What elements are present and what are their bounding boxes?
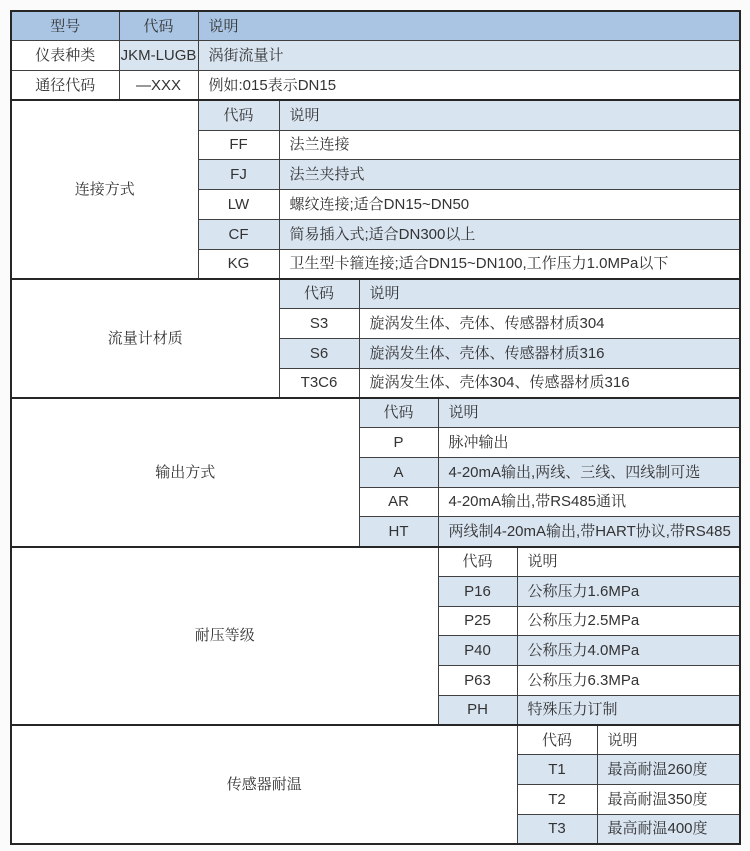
temperature-code: T2: [517, 785, 597, 815]
material-desc-header: 说明: [359, 279, 740, 309]
connection-desc-header: 说明: [279, 100, 740, 130]
material-code-header: 代码: [279, 279, 359, 309]
pressure-code-header: 代码: [438, 547, 517, 577]
material-desc: 旋涡发生体、壳体、传感器材质316: [359, 338, 740, 368]
pressure-code: P25: [438, 606, 517, 636]
output-code-header: 代码: [359, 398, 438, 428]
output-desc: 4-20mA输出,两线、三线、四线制可选: [438, 457, 740, 487]
temperature-code: T1: [517, 755, 597, 785]
material-desc: 旋涡发生体、壳体304、传感器材质316: [359, 368, 740, 398]
pressure-desc: 公称压力1.6MPa: [517, 576, 740, 606]
connection-code: KG: [198, 249, 279, 279]
connection-code: FF: [198, 130, 279, 160]
connection-desc: 卫生型卡箍连接;适合DN15~DN100,工作压力1.0MPa以下: [279, 249, 740, 279]
diameter-desc: 例如:015表示DN15: [198, 71, 740, 101]
temperature-desc-header: 说明: [597, 725, 740, 755]
header-model: 型号: [11, 11, 119, 41]
table-header-row: [11, 11, 740, 41]
header-code: 代码: [119, 11, 198, 41]
pressure-code: P40: [438, 636, 517, 666]
output-desc: 两线制4-20mA输出,带HART协议,带RS485: [438, 517, 740, 547]
model-selection-sheet: [10, 10, 741, 845]
diameter-code: —XXX: [119, 71, 198, 101]
instrument-code: JKM-LUGB: [119, 41, 198, 71]
row-diameter-code: [11, 71, 740, 101]
section-connection-label: 连接方式: [11, 100, 198, 279]
output-code: HT: [359, 517, 438, 547]
temperature-code-header: 代码: [517, 725, 597, 755]
output-desc: 4-20mA输出,带RS485通讯: [438, 487, 740, 517]
pressure-code: PH: [438, 695, 517, 725]
pressure-code: P63: [438, 666, 517, 696]
material-code: S3: [279, 309, 359, 339]
connection-desc: 螺纹连接;适合DN15~DN50: [279, 190, 740, 220]
section-output-header: [11, 398, 740, 428]
instrument-label: 仪表种类: [11, 41, 119, 71]
material-code: S6: [279, 338, 359, 368]
model-selection-table: [10, 10, 741, 845]
connection-code-header: 代码: [198, 100, 279, 130]
connection-code: CF: [198, 219, 279, 249]
pressure-desc: 公称压力2.5MPa: [517, 606, 740, 636]
header-desc: 说明: [198, 11, 740, 41]
section-material-label: 流量计材质: [11, 279, 279, 398]
section-pressure-label: 耐压等级: [11, 547, 438, 726]
instrument-desc: 涡街流量计: [198, 41, 740, 71]
temperature-desc: 最高耐温350度: [597, 785, 740, 815]
output-code: P: [359, 428, 438, 458]
pressure-desc: 特殊压力订制: [517, 695, 740, 725]
connection-desc: 法兰夹持式: [279, 160, 740, 190]
diameter-label: 通径代码: [11, 71, 119, 101]
output-desc-header: 说明: [438, 398, 740, 428]
output-desc: 脉冲输出: [438, 428, 740, 458]
temperature-desc: 最高耐温400度: [597, 814, 740, 844]
material-desc: 旋涡发生体、壳体、传感器材质304: [359, 309, 740, 339]
connection-code: FJ: [198, 160, 279, 190]
pressure-desc-header: 说明: [517, 547, 740, 577]
output-code: A: [359, 457, 438, 487]
section-pressure-header: [11, 547, 740, 577]
pressure-code: P16: [438, 576, 517, 606]
material-code: T3C6: [279, 368, 359, 398]
temperature-desc: 最高耐温260度: [597, 755, 740, 785]
temperature-code: T3: [517, 814, 597, 844]
row-instrument-type: [11, 41, 740, 71]
connection-code: LW: [198, 190, 279, 220]
section-output-label: 输出方式: [11, 398, 359, 547]
connection-desc: 法兰连接: [279, 130, 740, 160]
section-connection-header: [11, 100, 740, 130]
pressure-desc: 公称压力4.0MPa: [517, 636, 740, 666]
section-temperature-label: 传感器耐温: [11, 725, 517, 844]
output-code: AR: [359, 487, 438, 517]
section-material-header: [11, 279, 740, 309]
section-temperature-header: [11, 725, 740, 755]
connection-desc: 简易插入式;适合DN300以上: [279, 219, 740, 249]
pressure-desc: 公称压力6.3MPa: [517, 666, 740, 696]
